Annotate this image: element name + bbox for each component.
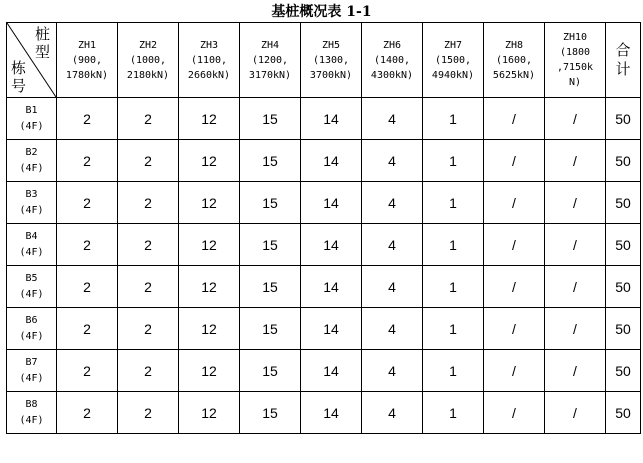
corner-header-cell	[7, 23, 57, 98]
pile-count-cell: 1	[423, 224, 484, 266]
pile-count-cell: 12	[179, 392, 240, 434]
pile-count-cell: 2	[57, 140, 118, 182]
pile-type-name: ZH1	[77, 39, 97, 51]
pile-count-cell: /	[484, 350, 545, 392]
total-cell: 50	[606, 182, 641, 224]
pile-count-cell: 15	[240, 182, 301, 224]
pile-type-header	[240, 23, 301, 98]
pile-type-spec: 5625kN)	[492, 69, 536, 81]
pile-count-cell: 2	[118, 266, 179, 308]
pile-summary-table	[6, 22, 641, 434]
pile-type-name: ZH7	[443, 39, 463, 51]
pile-count-cell: 14	[301, 182, 362, 224]
pile-count-cell: 2	[118, 308, 179, 350]
building-cell	[7, 308, 57, 350]
building-cell	[7, 182, 57, 224]
pile-count-cell: /	[545, 266, 606, 308]
building-name: B1	[25, 104, 38, 116]
pile-type-header	[179, 23, 240, 98]
pile-type-spec: 1780kN)	[65, 69, 109, 81]
building-cell	[7, 140, 57, 182]
pile-type-name: ZH3	[199, 39, 219, 51]
total-cell: 50	[606, 392, 641, 434]
total-char: 合	[615, 41, 631, 59]
total-cell: 50	[606, 350, 641, 392]
building-floors: (4F)	[19, 246, 44, 258]
pile-count-cell: 2	[57, 266, 118, 308]
pile-count-cell: 2	[57, 98, 118, 140]
pile-type-spec: (900,	[71, 54, 103, 66]
pile-count-cell: /	[484, 392, 545, 434]
pile-count-cell: 12	[179, 224, 240, 266]
building-floors: (4F)	[19, 162, 44, 174]
table-row	[7, 140, 641, 182]
pile-count-cell: /	[545, 392, 606, 434]
total-cell: 50	[606, 224, 641, 266]
pile-count-cell: /	[484, 308, 545, 350]
corner-building-label	[11, 59, 26, 95]
table-body	[7, 98, 641, 434]
pile-type-name: ZH6	[382, 39, 402, 51]
pile-count-cell: 14	[301, 224, 362, 266]
pile-count-cell: 2	[57, 182, 118, 224]
corner-char: 桩	[34, 25, 50, 43]
building-floors: (4F)	[19, 414, 44, 426]
pile-type-spec: 4940kN)	[431, 69, 475, 81]
pile-type-name: ZH5	[321, 39, 341, 51]
pile-count-cell: 2	[118, 224, 179, 266]
pile-type-spec: 2180kN)	[126, 69, 170, 81]
building-floors: (4F)	[19, 120, 44, 132]
pile-count-cell: 12	[179, 350, 240, 392]
building-cell	[7, 350, 57, 392]
building-name: B3	[25, 188, 38, 200]
pile-type-header	[118, 23, 179, 98]
building-floors: (4F)	[19, 204, 44, 216]
pile-count-cell: 1	[423, 182, 484, 224]
pile-count-cell: /	[484, 266, 545, 308]
pile-count-cell: 15	[240, 266, 301, 308]
pile-count-cell: 4	[362, 308, 423, 350]
pile-count-cell: 12	[179, 140, 240, 182]
pile-count-cell: /	[545, 350, 606, 392]
pile-count-cell: 4	[362, 224, 423, 266]
building-cell	[7, 266, 57, 308]
building-name: B6	[25, 314, 38, 326]
pile-type-spec: 3700kN)	[309, 69, 353, 81]
pile-count-cell: /	[545, 182, 606, 224]
building-name: B5	[25, 272, 38, 284]
pile-type-name: ZH8	[504, 39, 524, 51]
pile-count-cell: 12	[179, 98, 240, 140]
pile-count-cell: /	[484, 98, 545, 140]
total-cell: 50	[606, 140, 641, 182]
pile-count-cell: 12	[179, 266, 240, 308]
corner-char: 号	[11, 77, 27, 95]
pile-count-cell: /	[545, 308, 606, 350]
pile-count-cell: 2	[57, 392, 118, 434]
total-cell: 50	[606, 98, 641, 140]
pile-type-spec: (1400,	[373, 54, 411, 66]
pile-type-spec: (1500,	[434, 54, 472, 66]
pile-type-spec: 2660kN)	[187, 69, 231, 81]
building-name: B8	[25, 398, 38, 410]
pile-type-spec: (1100,	[190, 54, 228, 66]
pile-count-cell: 14	[301, 266, 362, 308]
pile-count-cell: 4	[362, 98, 423, 140]
building-floors: (4F)	[19, 372, 44, 384]
pile-count-cell: /	[545, 224, 606, 266]
pile-count-cell: 4	[362, 350, 423, 392]
table-row	[7, 98, 641, 140]
pile-count-cell: /	[545, 98, 606, 140]
pile-type-header	[362, 23, 423, 98]
total-cell: 50	[606, 266, 641, 308]
pile-count-cell: 1	[423, 350, 484, 392]
header-row	[7, 23, 641, 98]
pile-count-cell: 4	[362, 266, 423, 308]
pile-count-cell: 15	[240, 224, 301, 266]
pile-count-cell: 2	[57, 224, 118, 266]
pile-type-header	[301, 23, 362, 98]
pile-count-cell: 14	[301, 308, 362, 350]
table-row	[7, 224, 641, 266]
pile-count-cell: 2	[57, 350, 118, 392]
corner-char: 型	[34, 43, 50, 61]
pile-count-cell: 12	[179, 308, 240, 350]
pile-count-cell: 2	[118, 140, 179, 182]
pile-type-spec: (1800	[559, 47, 591, 58]
corner-char: 栋	[11, 59, 27, 77]
pile-type-spec: N)	[568, 77, 582, 88]
pile-count-cell: /	[484, 140, 545, 182]
table-row	[7, 182, 641, 224]
building-cell	[7, 98, 57, 140]
pile-type-spec: (1300,	[312, 54, 350, 66]
pile-type-header	[484, 23, 545, 98]
building-name: B4	[25, 230, 38, 242]
pile-count-cell: 14	[301, 350, 362, 392]
building-cell	[7, 392, 57, 434]
pile-count-cell: /	[545, 140, 606, 182]
pile-count-cell: 15	[240, 350, 301, 392]
pile-count-cell: 1	[423, 98, 484, 140]
pile-count-cell: 4	[362, 182, 423, 224]
building-floors: (4F)	[19, 288, 44, 300]
pile-count-cell: 4	[362, 140, 423, 182]
pile-count-cell: 1	[423, 266, 484, 308]
pile-count-cell: 15	[240, 98, 301, 140]
pile-type-spec: 4300kN)	[370, 69, 414, 81]
pile-count-cell: 15	[240, 140, 301, 182]
pile-count-cell: 2	[57, 308, 118, 350]
pile-count-cell: /	[484, 182, 545, 224]
pile-type-header	[57, 23, 118, 98]
pile-count-cell: 2	[118, 350, 179, 392]
pile-count-cell: 12	[179, 182, 240, 224]
pile-type-spec: (1000,	[129, 54, 167, 66]
pile-count-cell: 14	[301, 140, 362, 182]
table-row	[7, 266, 641, 308]
building-name: B2	[25, 146, 38, 158]
pile-type-spec: 3170kN)	[248, 69, 292, 81]
total-char: 计	[615, 60, 631, 78]
pile-type-name: ZH4	[260, 39, 280, 51]
pile-count-cell: 14	[301, 98, 362, 140]
total-header	[606, 23, 641, 98]
pile-count-cell: 14	[301, 392, 362, 434]
table-row	[7, 308, 641, 350]
pile-count-cell: 15	[240, 392, 301, 434]
pile-type-header	[545, 23, 606, 98]
building-floors: (4F)	[19, 330, 44, 342]
pile-count-cell: 1	[423, 308, 484, 350]
pile-type-name: ZH2	[138, 39, 158, 51]
total-cell: 50	[606, 308, 641, 350]
table-row	[7, 350, 641, 392]
pile-count-cell: 1	[423, 140, 484, 182]
pile-count-cell: 1	[423, 392, 484, 434]
pile-type-spec: ,7150k	[556, 62, 594, 73]
table-row	[7, 392, 641, 434]
corner-pile-type-label	[35, 25, 50, 61]
pile-type-spec: (1600,	[495, 54, 533, 66]
pile-type-header	[423, 23, 484, 98]
pile-count-cell: 2	[118, 182, 179, 224]
pile-count-cell: 15	[240, 308, 301, 350]
pile-count-cell: /	[484, 224, 545, 266]
building-name: B7	[25, 356, 38, 368]
table-title: 基桩概况表 1-1	[271, 4, 372, 20]
pile-type-spec: (1200,	[251, 54, 289, 66]
pile-count-cell: 2	[118, 98, 179, 140]
pile-count-cell: 4	[362, 392, 423, 434]
pile-type-name: ZH10	[562, 32, 588, 43]
pile-count-cell: 2	[118, 392, 179, 434]
building-cell	[7, 224, 57, 266]
